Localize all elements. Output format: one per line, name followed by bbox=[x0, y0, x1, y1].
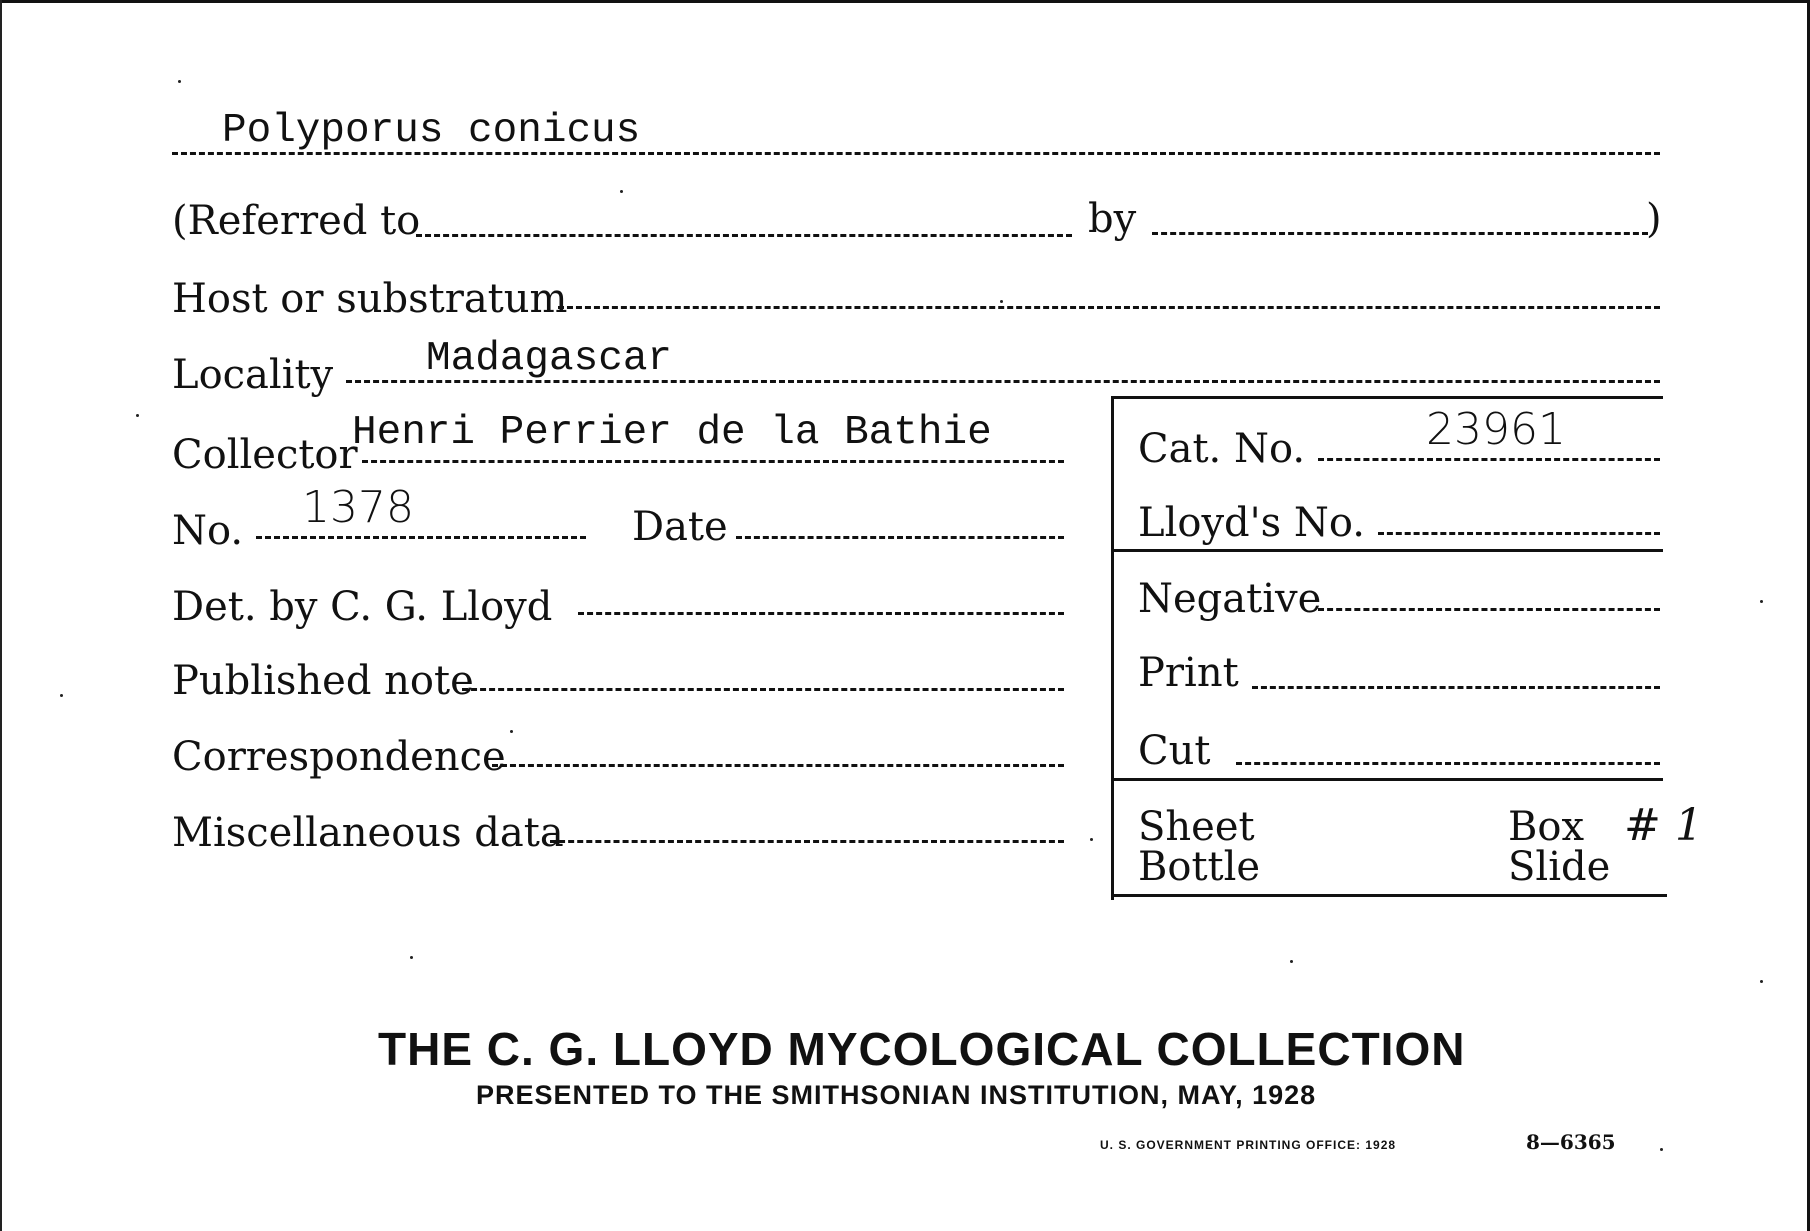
box-number-value: # 1 bbox=[1624, 800, 1703, 851]
referred-to-line bbox=[416, 234, 1072, 237]
dust-speck bbox=[1760, 980, 1763, 983]
date-label: Date bbox=[632, 504, 728, 550]
host-line bbox=[558, 306, 1660, 309]
collector-line bbox=[362, 460, 1064, 463]
misc-line bbox=[550, 840, 1064, 843]
dust-speck bbox=[620, 190, 623, 193]
correspondence-label: Correspondence bbox=[172, 734, 506, 780]
cat-no-line bbox=[1318, 458, 1660, 461]
published-note-label: Published note bbox=[172, 658, 474, 704]
dust-speck bbox=[136, 414, 139, 417]
collection-title: THE C. G. LLOYD MYCOLOGICAL COLLECTION bbox=[378, 1023, 1466, 1075]
close-paren: ) bbox=[1646, 196, 1662, 242]
by-line bbox=[1152, 232, 1648, 235]
collector-value: Henri Perrier de la Bathie bbox=[352, 410, 992, 456]
dust-speck bbox=[510, 730, 513, 733]
form-number: 8—6365 bbox=[1526, 1130, 1616, 1154]
box-label: Box bbox=[1508, 804, 1585, 850]
misc-label: Miscellaneous data bbox=[172, 810, 564, 856]
right-panel-bottom-rule bbox=[1111, 894, 1667, 897]
by-label: by bbox=[1088, 196, 1137, 242]
sheet-label: Sheet bbox=[1138, 804, 1255, 850]
host-label: Host or substratum bbox=[172, 276, 568, 322]
collection-subtitle: PRESENTED TO THE SMITHSONIAN INSTITUTION, MAY, 1928 bbox=[476, 1080, 1317, 1110]
right-panel-border bbox=[1111, 396, 1114, 900]
right-panel-lower-rule bbox=[1111, 778, 1663, 781]
bottle-label: Bottle bbox=[1138, 844, 1261, 890]
locality-value: Madagascar bbox=[426, 336, 673, 382]
cat-no-value: 23961 bbox=[1426, 404, 1566, 455]
collector-label: Collector bbox=[172, 432, 358, 478]
print-line bbox=[1252, 686, 1660, 689]
date-line bbox=[736, 536, 1064, 539]
negative-line bbox=[1318, 608, 1660, 611]
cat-no-label: Cat. No. bbox=[1138, 426, 1306, 472]
locality-line bbox=[346, 380, 1660, 383]
dust-speck bbox=[1760, 600, 1763, 603]
cut-label: Cut bbox=[1138, 728, 1211, 774]
dust-speck bbox=[1660, 1148, 1663, 1151]
no-line bbox=[256, 536, 586, 539]
dust-speck bbox=[1000, 300, 1003, 303]
right-panel-top-rule bbox=[1111, 396, 1663, 399]
card-top-edge bbox=[0, 0, 1810, 3]
species-name: Polyporus conicus bbox=[222, 108, 641, 154]
det-by-line bbox=[578, 612, 1064, 615]
locality-label: Locality bbox=[172, 352, 334, 398]
lloyds-no-label: Lloyd's No. bbox=[1138, 500, 1365, 546]
published-note-line bbox=[462, 688, 1064, 691]
dust-speck bbox=[1290, 960, 1293, 963]
print-label: Print bbox=[1138, 650, 1239, 696]
printer-imprint: U. S. GOVERNMENT PRINTING OFFICE: 1928 bbox=[1100, 1138, 1397, 1152]
species-line bbox=[172, 152, 1660, 155]
slide-label: Slide bbox=[1508, 844, 1611, 890]
dust-speck bbox=[60, 694, 63, 697]
referred-to-label: (Referred to bbox=[172, 198, 421, 244]
right-panel-mid-rule bbox=[1111, 549, 1663, 552]
no-label: No. bbox=[172, 508, 244, 554]
dust-speck bbox=[410, 956, 413, 959]
dust-speck bbox=[1090, 838, 1093, 841]
det-by-label: Det. by C. G. Lloyd bbox=[172, 584, 553, 630]
negative-label: Negative bbox=[1138, 576, 1322, 622]
no-value: 1378 bbox=[302, 482, 414, 533]
cut-line bbox=[1236, 762, 1660, 765]
card-left-edge bbox=[0, 0, 2, 1231]
dust-speck bbox=[178, 80, 181, 83]
lloyds-no-line bbox=[1378, 532, 1660, 535]
correspondence-line bbox=[492, 764, 1064, 767]
